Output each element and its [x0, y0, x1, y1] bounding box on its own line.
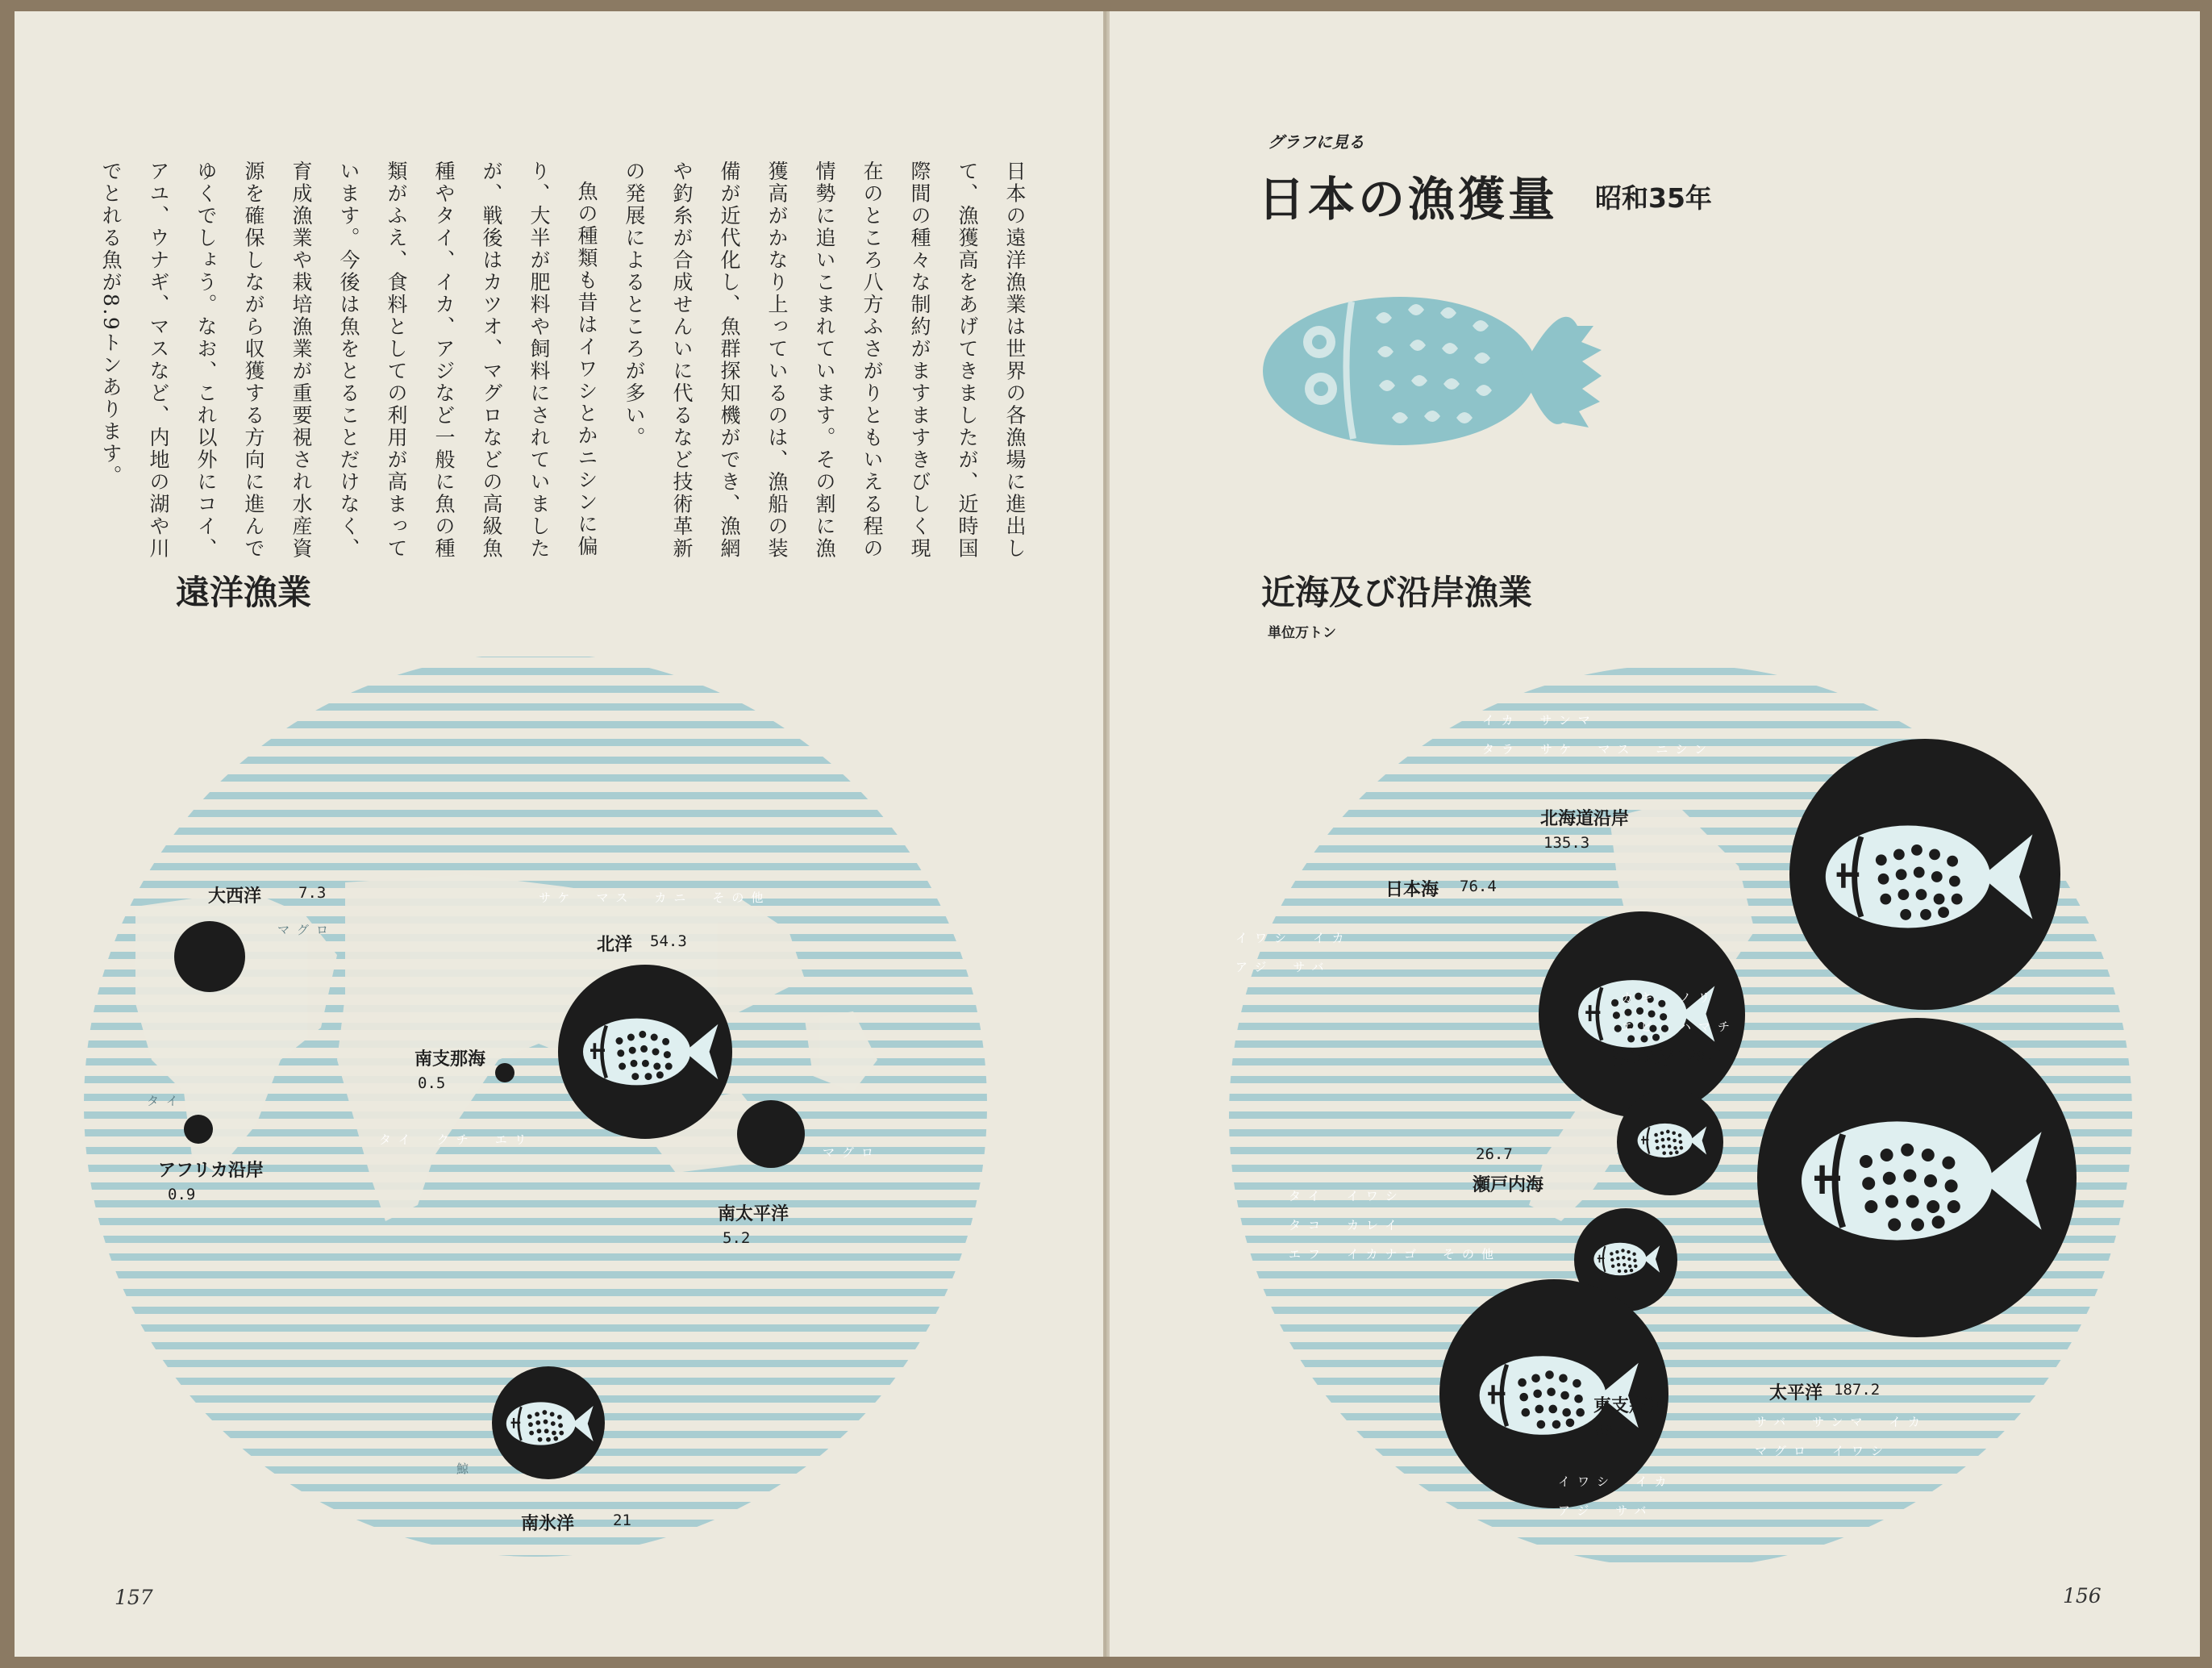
- region-africa-value: 0.9: [168, 1186, 196, 1203]
- tag-hokkaido-1: イカ サンマ: [1482, 713, 1598, 728]
- tag-inland-3: エフ イカナゴ その他: [1289, 1247, 1501, 1261]
- region-south-china-value: 0.5: [418, 1074, 446, 1092]
- region-east-china-name: 東支那海: [1593, 1396, 1665, 1416]
- section-title-coastal: 近海及び沿岸漁業: [1261, 573, 1533, 612]
- page-number-left: 157: [115, 1586, 153, 1609]
- marker-south-pacific: [737, 1100, 805, 1168]
- page-title: 日本の漁獲量: [1258, 172, 1559, 227]
- region-japan-sea-value: 76.4: [1460, 878, 1497, 895]
- tag-japan-sea-1: イワシ イカ: [1235, 931, 1352, 945]
- region-antarctic-value: 21: [613, 1512, 631, 1529]
- title-kicker: グラフに見る: [1268, 132, 1364, 152]
- left-page: [15, 11, 1103, 1657]
- section-title-ocean: 遠洋漁業: [176, 573, 312, 612]
- region-hokkaido-name: 北海道沿岸: [1540, 809, 1630, 829]
- tag-east-china-1: イワシ イカ: [1558, 1474, 1674, 1489]
- marker-atlantic: [174, 921, 245, 992]
- title-suffix: 昭和35年: [1595, 182, 1712, 214]
- region-atlantic-name: 大西洋: [208, 886, 262, 907]
- region-inland-sea-value: 26.7: [1476, 1145, 1513, 1163]
- tag-south-pacific-species: マグロ: [823, 1145, 881, 1160]
- region-south-china-name: 南支那海: [414, 1049, 486, 1070]
- region-north-value: 54.3: [650, 932, 687, 950]
- fish-illustration: [1263, 297, 1602, 445]
- region-japan-sea-name: 日本海: [1385, 880, 1439, 900]
- right-page: [1110, 11, 2200, 1657]
- marker-south-china-sea: [495, 1063, 514, 1082]
- marker-africa: [184, 1115, 213, 1144]
- tag-east-china-2: アジ サバ: [1558, 1503, 1654, 1518]
- tag-south-china-species: タイ クチ エリ: [379, 1132, 534, 1147]
- tag-north-species: サケ マス カニ その他: [539, 890, 771, 905]
- tag-pacific-2: マグロ イワシ: [1755, 1444, 1891, 1458]
- region-pacific-name: 太平洋: [1769, 1383, 1823, 1403]
- region-east-china-value: 88.5: [1595, 1421, 1632, 1439]
- region-hokkaido-value: 135.3: [1543, 834, 1590, 852]
- region-south-pacific-value: 5.2: [723, 1229, 751, 1247]
- region-pacific-value: 187.2: [1834, 1381, 1881, 1399]
- region-north-name: 北洋: [597, 935, 633, 955]
- tag-japan-sea-2: アジ サバ: [1235, 960, 1331, 974]
- body-paragraph-2: 魚の種類も昔はイワシとかニシンに偏り、大半が肥料や飼料にされていましたが、戦後はカツオ、マグロなどの高級魚種やタイ、イカ、アジなど一般に魚の種類がふえ、食料としての利用が高まっています。今後は魚をとることだけなく、育成漁業や栽培漁業が重要視され水産資源を確保しながら収獲する方向に進んでゆくでしょう。なお、これ以外にコイ、アユ、ウナギ、マスなど、内地の湖や川でとれる魚が8.9トンあります。: [99, 161, 598, 560]
- tag-pacific-1: サバ サンマ イカ: [1755, 1415, 1927, 1429]
- ocean-fishing-map: [15, 11, 1103, 1657]
- region-inland-sea-name: 瀬戸内海: [1473, 1175, 1544, 1195]
- tag-inland-1: タイ イワシ: [1289, 1189, 1405, 1203]
- region-south-pacific-name: 南太平洋: [718, 1204, 789, 1224]
- tag-atlantic-species: マグロ: [277, 923, 336, 937]
- region-antarctic-name: 南氷洋: [521, 1514, 575, 1534]
- region-africa-name: アフリカ沿岸: [158, 1161, 264, 1181]
- tag-hokkaido-2: タラ サケ マス ニシン: [1482, 742, 1714, 757]
- tag-inland-2: タコ カレイ: [1289, 1218, 1405, 1232]
- unit-label: 単位万トン: [1268, 625, 1336, 641]
- tag-aquaculture-1: カキ ノリ: [1621, 990, 1718, 1005]
- tag-aquaculture-2: エビ ハマチ: [1621, 1020, 1738, 1034]
- region-aquaculture-value: 28.4: [1687, 1047, 1724, 1065]
- page-number-right: 156: [2063, 1584, 2102, 1608]
- tag-africa-species: タイ: [147, 1094, 185, 1108]
- region-atlantic-value: 7.3: [298, 884, 327, 902]
- body-paragraph-1: 日本の遠洋漁業は世界の各漁場に進出して、漁獲高をあげてきましたが、近時国際間の種々な制約がますますきびしく現在のところ八方ふさがりともいえる程の情勢に追いこまれています。その割に漁獲高がかなり上っているのは、漁船の装備が近代化し、魚群探知機ができ、漁網や釣糸が合成せんいに代るなど技術革新の発展によるところが多い。: [623, 161, 1027, 560]
- tag-antarctic-species: 鯨: [456, 1462, 477, 1476]
- region-aquaculture-name: 浅海養殖: [1611, 1049, 1683, 1070]
